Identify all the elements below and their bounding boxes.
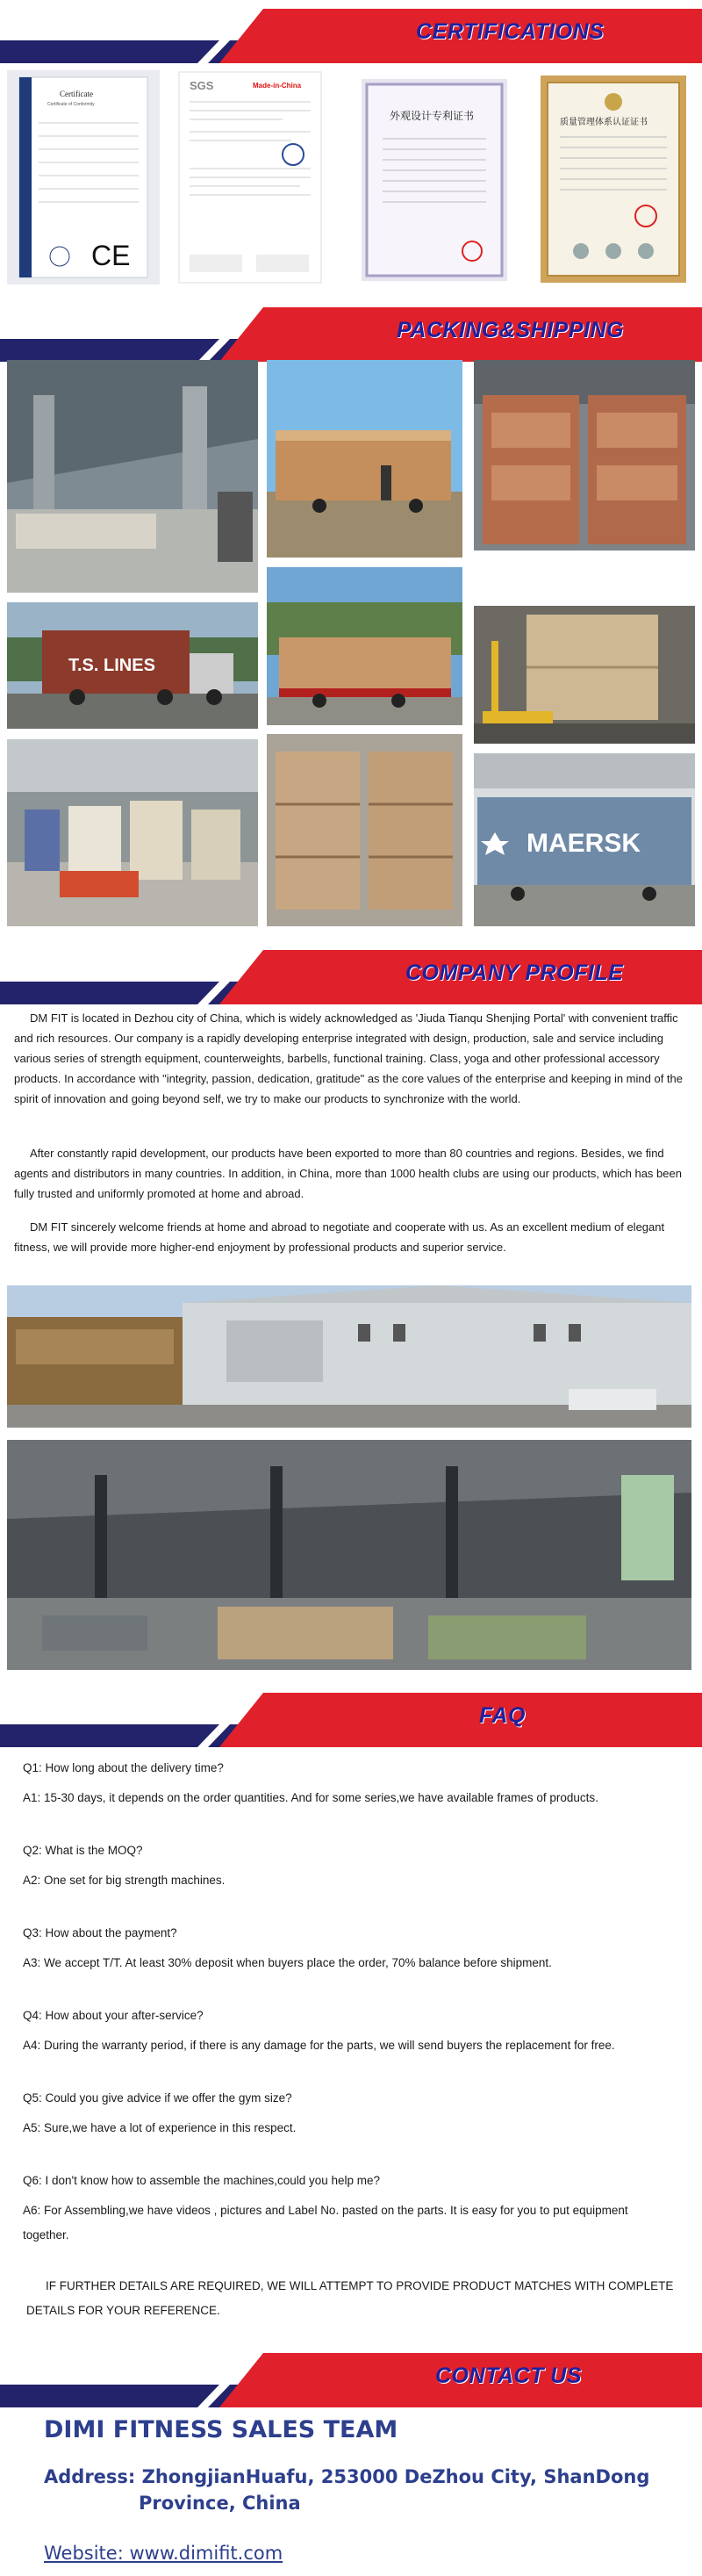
photo-pallet-jack: [474, 606, 695, 744]
quality-cert-title: 质量管理体系认证证书: [560, 118, 648, 127]
certificate-ce: [7, 70, 160, 284]
photo-warehouse-pallets: [7, 739, 258, 926]
profile-paragraph-3: DM FIT sincerely welcome friends at home and abroad to negotiate and cooperate with us. As an excellent medium of elegant fitness, we will provide more higher-end enjoyment by professional products and superior service.: [14, 1220, 665, 1254]
ce-mark: CE: [91, 240, 131, 271]
banner-stripes: [0, 2344, 702, 2407]
section-banner-contact: [0, 2344, 702, 2407]
website-link[interactable]: www.dimifit.com: [129, 2543, 283, 2564]
sgs-logo: SGS: [190, 79, 214, 92]
further-details-note: IF FURTHER DETAILS ARE REQUIRED, WE WILL ATTEMPT TO PROVIDE PRODUCT MATCHES WITH COMPLETE DETAILS FOR YOUR REFERENCE.: [26, 2279, 674, 2317]
faq-q3: Q3: How about the payment?: [23, 1926, 177, 1939]
photo-loaded-truck-2: [267, 567, 462, 725]
section-banner-profile: [0, 941, 702, 1004]
section-title-faq: FAQ: [479, 1703, 526, 1728]
section-banner-certifications: [0, 0, 702, 63]
maersk-label: MAERSK: [526, 829, 641, 858]
ts-lines-label: T.S. LINES: [68, 656, 155, 675]
section-banner-packing: [0, 299, 702, 362]
faq-q6: Q6: I don't know how to assemble the machines,could you help me?: [23, 2174, 381, 2187]
section-title-contact: CONTACT US: [435, 2364, 583, 2388]
section-title-profile: COMPANY PROFILE: [405, 961, 624, 985]
photo-warehouse-1: [7, 360, 258, 593]
address-line-2: Province, China: [139, 2493, 301, 2514]
faq-a5: A5: Sure,we have a lot of experience in this respect.: [23, 2121, 297, 2134]
photo-loaded-truck-1: [267, 360, 462, 558]
certificate-quality-management: [541, 76, 686, 283]
faq-a4: A4: During the warranty period, if there is any damage for the parts, we will send buyers the replacement for free.: [23, 2039, 615, 2052]
certificate-design-patent: [362, 79, 507, 281]
photo-wooden-crates: [474, 360, 695, 550]
section-banner-faq: [0, 1684, 702, 1747]
faq-a3: A3: We accept T/T. At least 30% deposit when buyers place the order, 70% balance before shipment.: [23, 1956, 552, 1969]
faq-a6: A6: For Assembling,we have videos , pictures and Label No. pasted on the parts. It is easy for you to put equipment together.: [23, 2204, 628, 2241]
banner-stripes: [0, 1684, 702, 1747]
faq-q5: Q5: Could you give advice if we offer the gym size?: [23, 2091, 292, 2105]
made-in-china-badge: Made-in-China: [253, 82, 302, 90]
photo-ts-lines-truck: [7, 602, 258, 729]
faq-q2: Q2: What is the MOQ?: [23, 1844, 143, 1857]
address-line-1: Address: ZhongjianHuafu, 253000 DeZhou City, ShanDong: [44, 2466, 650, 2487]
sales-team-title: DIMI FITNESS SALES TEAM: [44, 2416, 398, 2443]
photo-factory-interior: [7, 1440, 691, 1670]
section-title-certifications: CERTIFICATIONS: [416, 19, 605, 44]
patent-title: 外观设计专利证书: [390, 110, 475, 122]
cert-title: Certificate: [60, 90, 93, 98]
photo-maersk-container: [474, 753, 695, 926]
profile-paragraph-1: DM FIT is located in Dezhou city of China, which is widely acknowledged as 'Jiuda Tianqu Shenjing Portal' with convenient traffic and rich resources. Our company is a rapidly developing enterprise integrated with design, production, sale and service including various series of strength equipment, counterweights, barbells, functional training. Class, yoga and other professional accessory products. In accordance with "integrity, passion, dedication, gratitude" as the core values of the enterprise and keeping in mind of the spirit of innovation and going beyond self, we try to make our products to synchronize with the world.: [14, 1011, 683, 1105]
website-line: [44, 2543, 283, 2564]
faq-q4: Q4: How about your after-service?: [23, 2009, 204, 2022]
faq-a1: A1: 15-30 days, it depends on the order quantities. And for some series,we have available frames of products.: [23, 1791, 598, 1804]
photo-factory-exterior: [7, 1285, 691, 1428]
website-label: Website:: [44, 2543, 130, 2564]
faq-q1: Q1: How long about the delivery time?: [23, 1761, 224, 1774]
certificate-sgs: [177, 70, 323, 284]
photo-crates-stacked: [267, 734, 462, 926]
cert-subtitle: Certificate of Conformity: [47, 102, 95, 107]
section-title-packing: PACKING&SHIPPING: [397, 318, 624, 342]
faq-a2: A2: One set for big strength machines.: [23, 1874, 226, 1887]
profile-paragraph-2: After constantly rapid development, our products have been exported to more than 80 countries and regions. Besides, we find agents and distributors in many countries. In addition, in China, more than 1000 health clubs are using our products, which has been fully trusted and uniformly promoted at home and abroad.: [14, 1147, 682, 1200]
